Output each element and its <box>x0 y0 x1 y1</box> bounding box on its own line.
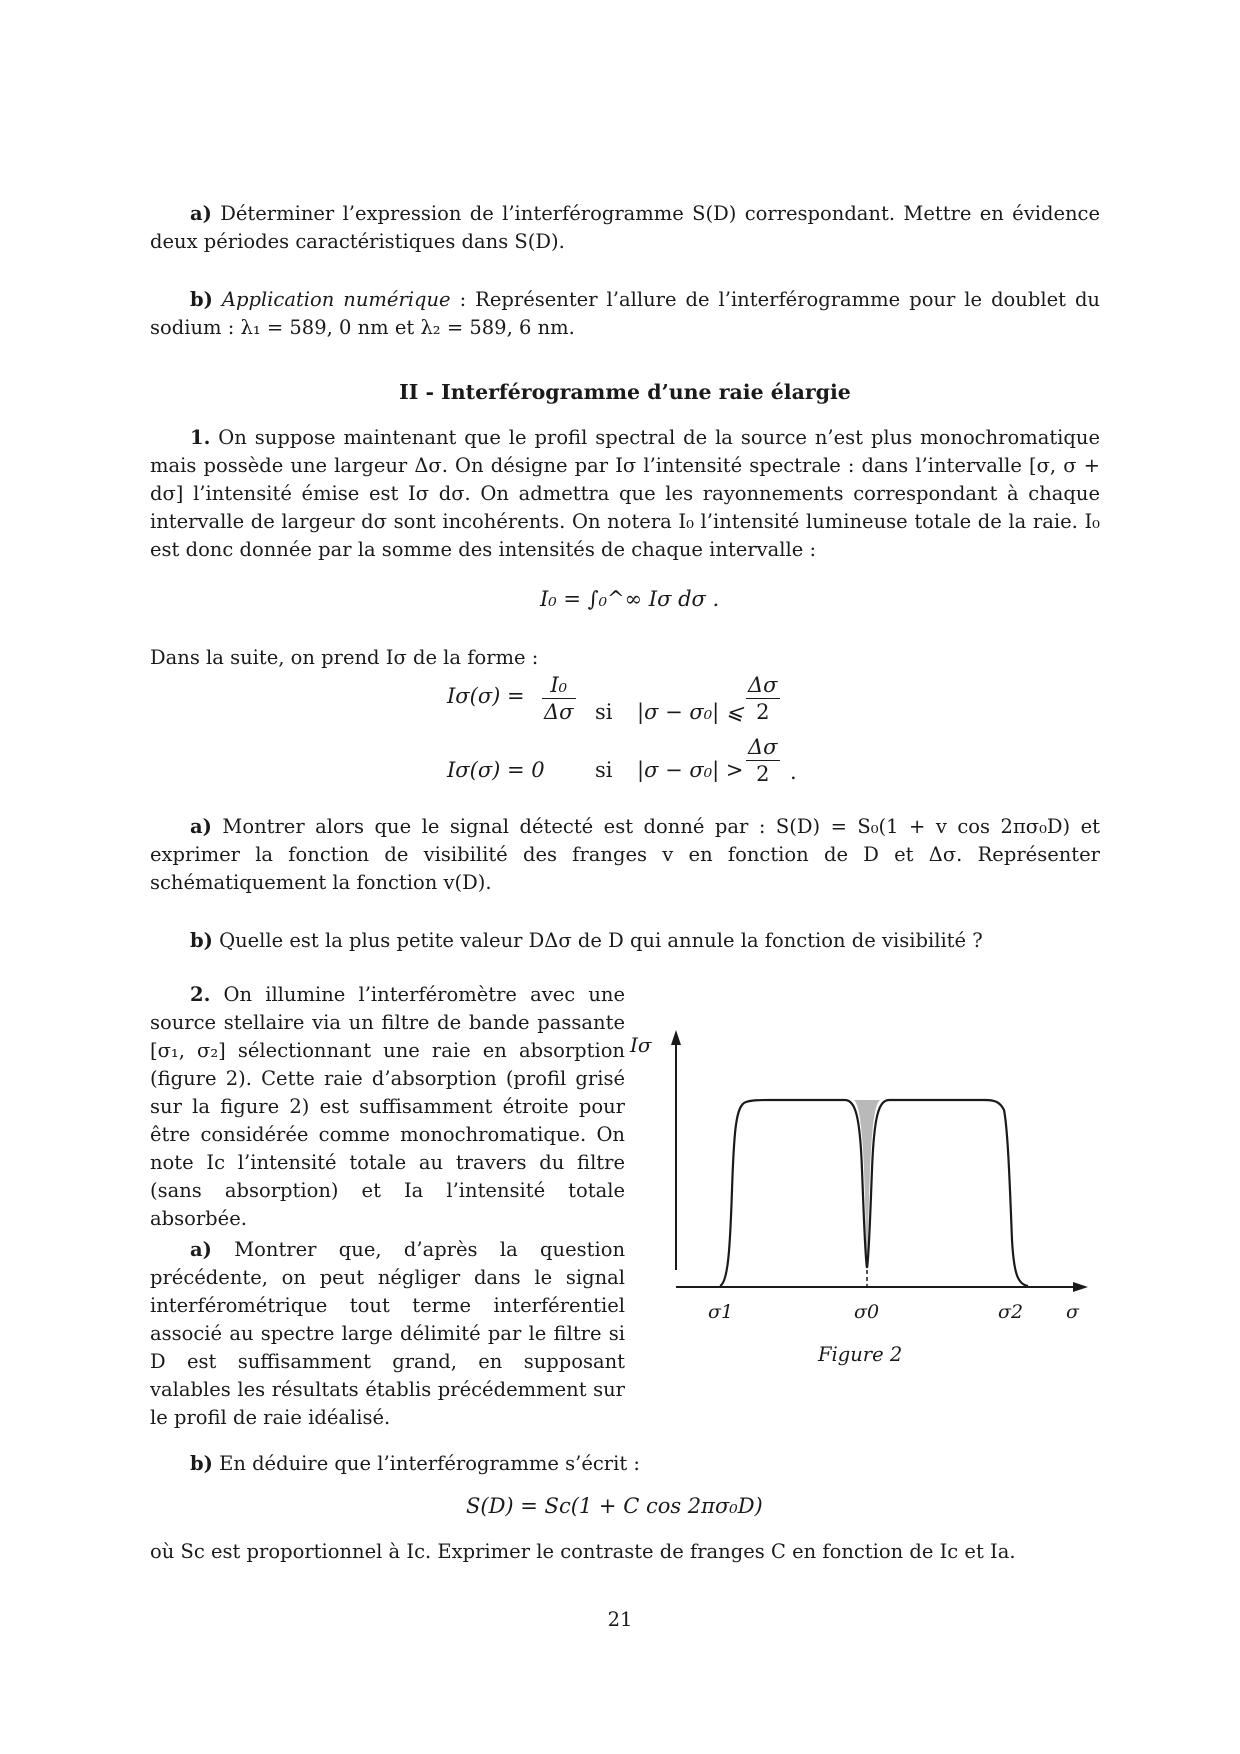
y-axis-arrow <box>671 1030 681 1045</box>
label-q2: 2. <box>190 983 211 1006</box>
label-q1b: b) <box>190 929 213 952</box>
case1-lhs: Iσ(σ) = <box>447 684 525 708</box>
application-numerique: Application numérique <box>221 288 451 311</box>
text-q1a: Montrer alors que le signal détecté est donné par : S(D) = S₀(1 + v cos 2πσ₀D) et exprimer la fonction de visibilité des franges v en fonction de D et Δσ. Représenter schématiquement la fonction v(D). <box>150 815 1100 894</box>
paragraph-final: où Sc est proportionnel à Ic. Exprimer le contraste de franges C en fonction de Ic et Ia. <box>150 1540 1016 1563</box>
paragraph-q2 <box>150 981 625 1233</box>
tick-sigma1: σ1 <box>708 1301 734 1323</box>
label-1b: b) <box>190 288 213 311</box>
si-2: si <box>595 758 613 782</box>
label-q1a: a) <box>190 815 212 838</box>
case1-cond: |σ − σ₀| ⩽ <box>637 700 744 724</box>
si-1: si <box>595 700 613 724</box>
tick-sigma0: σ0 <box>854 1301 880 1323</box>
form-intro: Dans la suite, on prend Iσ de la forme : <box>150 646 539 669</box>
case2-cond-fraction <box>742 734 784 787</box>
equation-i0: I₀ = ∫₀^∞ Iσ dσ . <box>540 587 720 611</box>
case2-period: . <box>790 760 797 784</box>
label-1a: a) <box>190 202 212 225</box>
paragraph-q1 <box>150 424 1100 564</box>
figure-caption: Figure 2 <box>818 1343 903 1366</box>
case2-cond-num: Δσ <box>748 735 778 759</box>
tick-sigma2: σ2 <box>998 1301 1024 1323</box>
x-axis-arrow <box>1073 1282 1088 1292</box>
figure-2 <box>630 1020 1100 1340</box>
case1-cond-fraction <box>742 672 784 725</box>
case1-cond-num: Δσ <box>748 673 778 697</box>
label-q1: 1. <box>190 426 211 449</box>
case1-den: Δσ <box>544 700 574 724</box>
paragraph-1a <box>150 200 1100 256</box>
y-axis-label: Iσ <box>630 1033 652 1057</box>
spectrum-curve <box>720 1100 1028 1286</box>
case1-num: I₀ <box>542 672 576 699</box>
paragraph-q2a <box>150 1236 625 1432</box>
text-1b: : Représenter l’allure de l’interférogramme pour le doublet du sodium : λ₁ = 589, 0 nm et λ₂ = 589, 6 nm. <box>150 288 1100 339</box>
label-q2a: a) <box>190 1238 212 1261</box>
text-q2a: Montrer que, d’après la question précédente, on peut négliger dans le signal interférométrique tout terme interférentiel associé au spectre large délimité par le filtre si D est suffisamment grand, en supposant valables les résultats établis précédemment sur le profil de raie idéalisé. <box>150 1238 626 1429</box>
label-q2b: b) <box>190 1452 213 1475</box>
x-axis-label: σ <box>1066 1301 1079 1323</box>
page-number: 21 <box>607 1608 633 1631</box>
text-q2: On illumine l’interféromètre avec une source stellaire via un filtre de bande passante [σ₁, σ₂] sélectionnant une raie en absorption (figure 2). Cette raie d’absorption (profil grisé sur la figure 2) est suffisamment étroite pour être considérée comme monochromatique. On note Ic l’intensité totale au travers du filtre (sans absorption) et Ia l’intensité totale absorbée. <box>150 983 625 1230</box>
absorption-shading <box>853 1100 881 1265</box>
section-title: II - Interférogramme d’une raie élargie <box>399 380 851 404</box>
case1-fraction <box>538 672 580 725</box>
text-q1: On suppose maintenant que le profil spectral de la source n’est plus monochromatique mais possède une largeur Δσ. On désigne par Iσ l’intensité spectrale : dans l’intervalle [σ, σ + dσ] l’intensité émise est Iσ dσ. On admettra que les rayonnements correspondant à chaque intervalle de largeur dσ sont incohérents. On notera I₀ l’intensité lumineuse totale de la raie. I₀ est donc donnée par la somme des intensités de chaque intervalle : <box>150 426 1100 561</box>
paragraph-q1b <box>150 927 1100 955</box>
text-q2b: En déduire que l’interférogramme s’écrit : <box>219 1452 640 1475</box>
case1-cond-den: 2 <box>756 700 770 724</box>
paragraph-q2b <box>150 1450 1100 1478</box>
case2-cond-den: 2 <box>756 762 770 786</box>
case2-lhs: Iσ(σ) = 0 <box>447 758 545 782</box>
paragraph-1b <box>150 286 1100 342</box>
text-q1b: Quelle est la plus petite valeur DΔσ de D qui annule la fonction de visibilité ? <box>219 929 983 952</box>
paragraph-q1a <box>150 813 1100 897</box>
text-1a: Déterminer l’expression de l’interférogramme S(D) correspondant. Mettre en évidence deux périodes caractéristiques dans S(D). <box>150 202 1101 253</box>
case2-cond: |σ − σ₀| > <box>637 758 744 782</box>
equation-interferogram: S(D) = Sc(1 + C cos 2πσ₀D) <box>466 1494 763 1518</box>
